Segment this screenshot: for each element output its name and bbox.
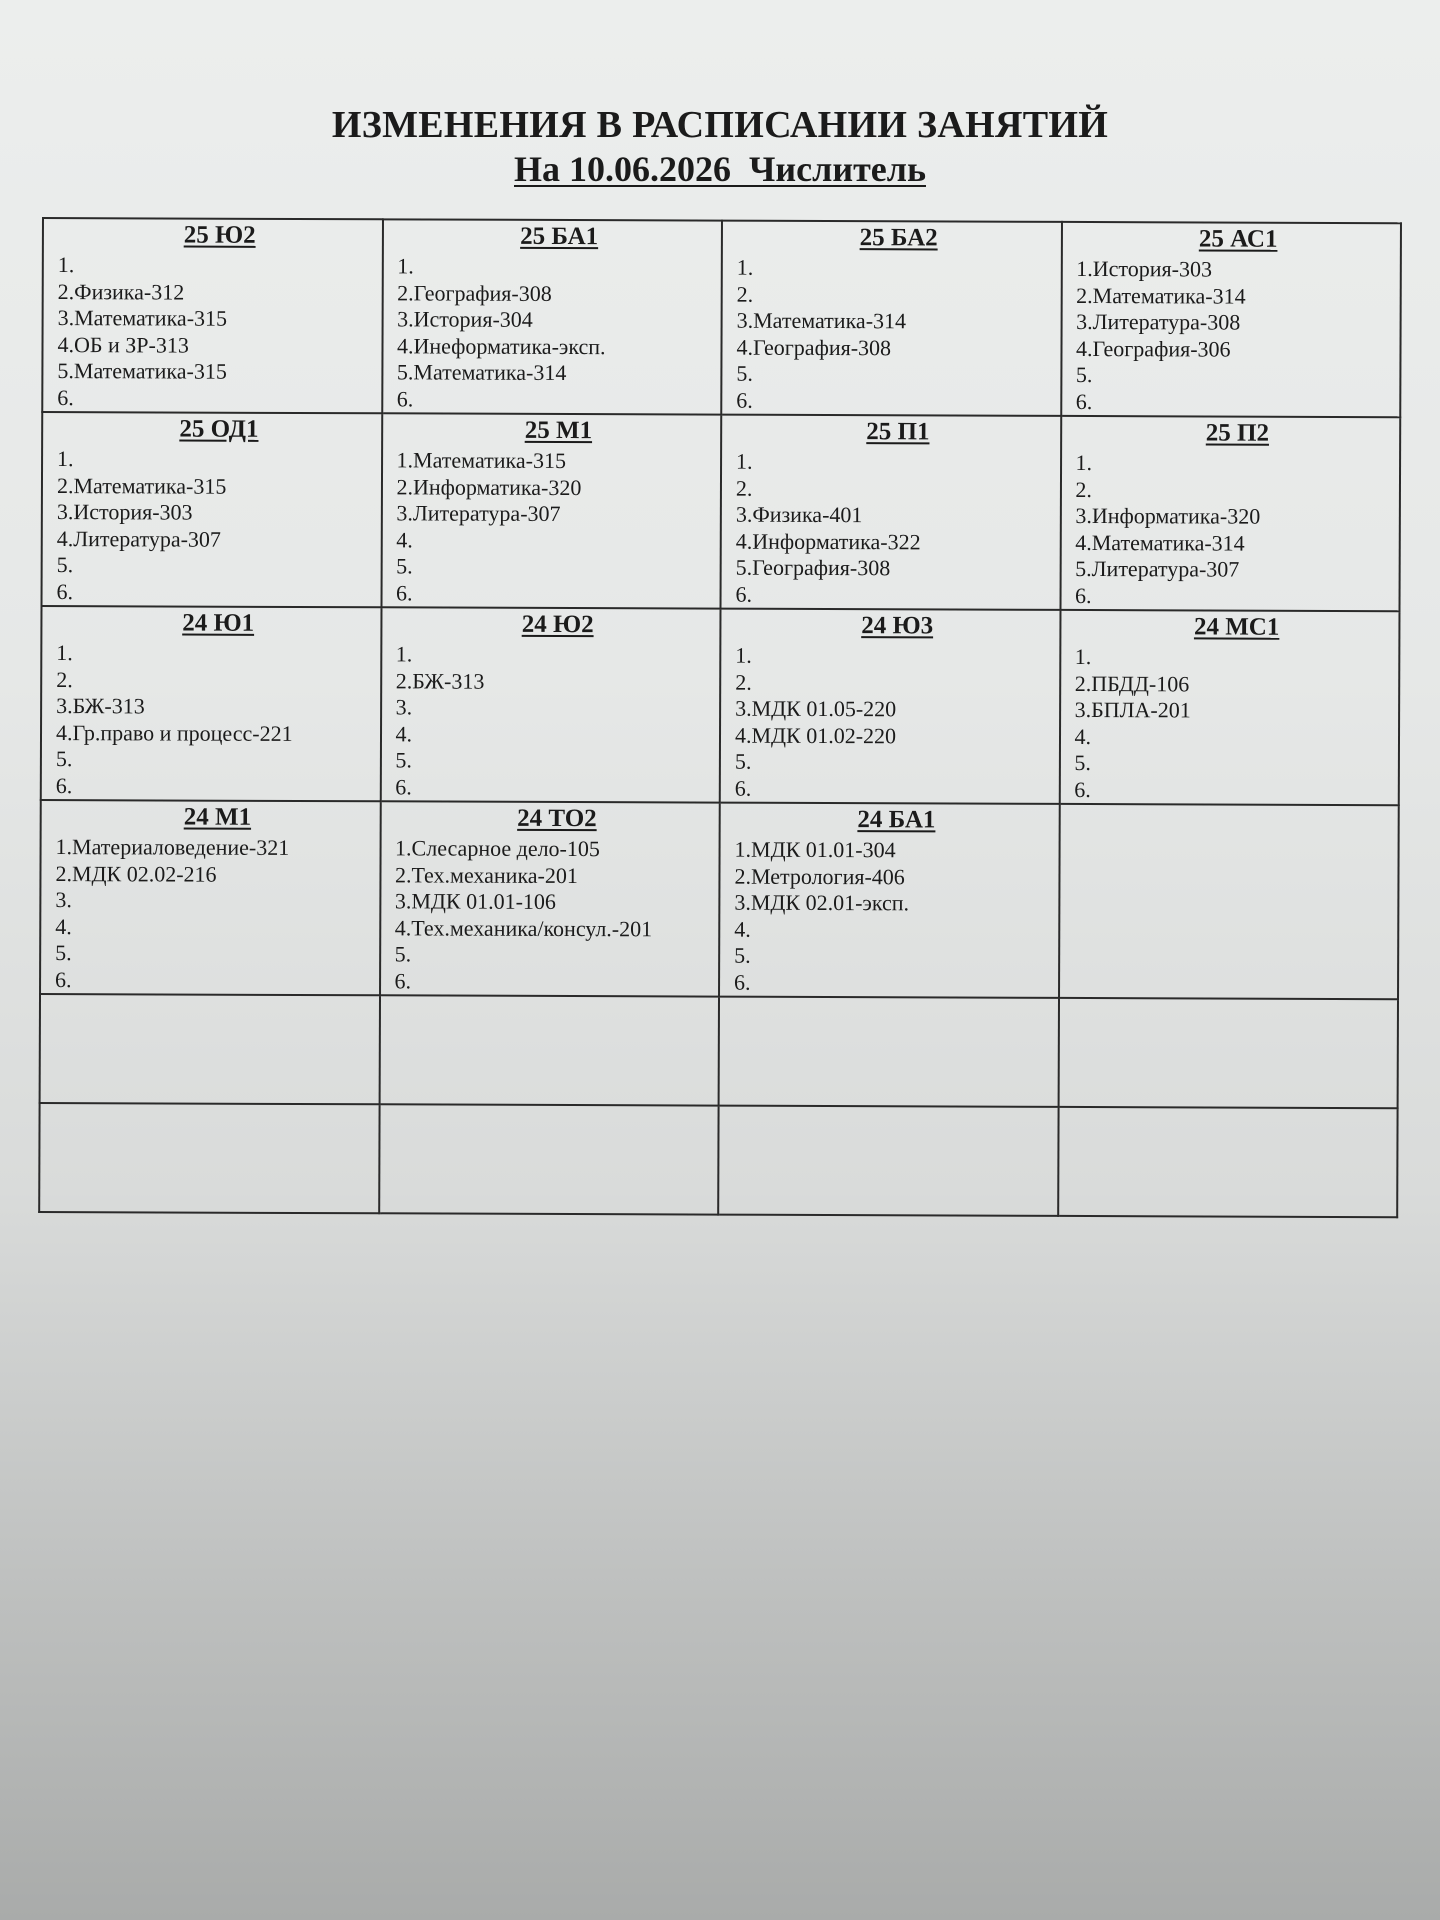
lesson-item: 4.Литература-307 <box>56 525 222 552</box>
empty-cell <box>1058 998 1398 1108</box>
group-cell <box>721 221 1061 416</box>
lesson-item: 3.Информатика-320 <box>1075 502 1261 529</box>
group-name: 24 Ю1 <box>182 609 255 637</box>
lesson-item: 6. <box>395 773 412 799</box>
page-title: ИЗМЕНЕНИЯ В РАСПИСАНИИ ЗАНЯТИЙ <box>331 104 1109 146</box>
lesson-item: 1.История-303 <box>1076 255 1213 282</box>
group-cell <box>42 218 382 413</box>
lesson-item: 5. <box>734 942 751 968</box>
lesson-item: 5. <box>736 360 753 386</box>
lesson-item: 5. <box>55 940 72 966</box>
group-name: 25 Ю2 <box>183 221 256 249</box>
empty-cell <box>379 1104 719 1214</box>
lesson-item: 3.МДК 01.05-220 <box>735 695 897 722</box>
lesson-item: 3.История-303 <box>56 499 193 525</box>
group-cell <box>382 219 722 414</box>
lesson-list <box>397 253 721 413</box>
lesson-item: 1. <box>397 253 414 279</box>
lesson-item: 4.Информатика-322 <box>735 528 921 554</box>
group-cell <box>1061 222 1401 417</box>
lesson-item: 2.Метрология-406 <box>734 863 905 889</box>
lesson-item: 2.Тех.механика-201 <box>394 861 578 888</box>
lesson-item: 3.МДК 02.01-эксп. <box>734 889 910 916</box>
lesson-list <box>395 835 719 995</box>
lesson-item: 6. <box>394 967 412 993</box>
lesson-item: 3.Литература-307 <box>396 500 561 526</box>
group-name: 24 ТО2 <box>517 804 597 833</box>
lesson-item: 5.Математика-314 <box>396 359 567 386</box>
group-name: 24 МС1 <box>1193 613 1280 641</box>
lesson-item: 4.Инеформатика-эксп. <box>396 332 606 359</box>
group-cell <box>1060 416 1400 611</box>
schedule-row <box>42 412 1401 611</box>
lesson-item: 1. <box>736 448 753 474</box>
group-name: 24 Ю2 <box>521 610 594 639</box>
lesson-item: 5.Литература-307 <box>1075 555 1240 582</box>
group-name: 25 М1 <box>524 416 593 445</box>
lesson-item: 4. <box>396 526 413 552</box>
lesson-item: 6. <box>1075 388 1093 414</box>
group-name: 24 М1 <box>183 803 252 831</box>
lesson-item: 3.БПЛА-201 <box>1074 696 1191 723</box>
lesson-list <box>395 641 719 801</box>
lesson-list <box>1074 644 1398 804</box>
group-cell <box>40 800 380 995</box>
schedule-body <box>39 218 1401 1217</box>
lesson-item: 1. <box>395 641 413 667</box>
lesson-list <box>736 255 1060 415</box>
empty-row <box>40 994 1398 1108</box>
group-name: 25 П1 <box>866 418 930 446</box>
lesson-item: 4. <box>1074 723 1092 749</box>
lesson-list <box>55 834 379 994</box>
lesson-item: 6. <box>56 578 74 604</box>
lesson-item: 1.Слесарное дело-105 <box>395 835 600 862</box>
lesson-list <box>736 449 1060 609</box>
lesson-list <box>396 447 720 607</box>
lesson-item: 1.МДК 01.01-304 <box>734 836 896 863</box>
lesson-item: 6. <box>57 384 74 410</box>
lesson-item: 5.Математика-315 <box>57 358 227 384</box>
group-cell <box>1059 610 1399 805</box>
lesson-item: 4. <box>55 913 72 939</box>
lesson-item: 1. <box>736 254 754 280</box>
lesson-item: 1.Математика-315 <box>396 447 567 474</box>
lesson-item: 5. <box>1074 749 1091 776</box>
lesson-item: 1.Материаловедение-321 <box>55 834 290 860</box>
lesson-item: 6. <box>1075 582 1092 608</box>
group-cell <box>380 801 720 996</box>
lesson-item: 2. <box>735 669 752 695</box>
group-name: 25 АС1 <box>1198 225 1278 253</box>
empty-cell <box>718 1106 1058 1216</box>
lesson-item: 1. <box>1074 643 1092 670</box>
lesson-item: 6. <box>1074 776 1091 802</box>
lesson-item: 2. <box>56 666 73 692</box>
schedule-row <box>42 218 1401 417</box>
schedule-table <box>38 217 1402 1218</box>
group-cell <box>721 415 1061 610</box>
empty-cell <box>719 997 1059 1107</box>
lesson-item: 4.ОБ и ЗР-313 <box>57 331 189 358</box>
lesson-item: 6. <box>55 966 72 992</box>
lesson-item: 4. <box>734 916 751 942</box>
lesson-list <box>1075 450 1399 610</box>
lesson-item: 5. <box>734 748 752 774</box>
group-name: 24 Ю3 <box>861 612 934 640</box>
lesson-list <box>57 446 381 606</box>
lesson-item: 1. <box>735 642 752 668</box>
lesson-item: 4.Тех.механика/консул.-201 <box>394 914 653 941</box>
lesson-list <box>57 252 381 412</box>
group-cell <box>719 803 1059 998</box>
lesson-item: 5.География-308 <box>735 554 891 581</box>
lesson-item: 6. <box>735 581 753 607</box>
lesson-item: 5. <box>394 941 412 967</box>
lesson-item: 2.Математика-314 <box>1076 282 1246 309</box>
empty-cell <box>40 994 380 1104</box>
lesson-item: 2.Информатика-320 <box>396 473 582 500</box>
lesson-item: 4.География-306 <box>1075 335 1231 362</box>
lesson-item: 2.МДК 02.02-216 <box>55 860 217 887</box>
group-name: 25 БА1 <box>520 222 599 251</box>
lesson-item: 3.История-304 <box>397 306 533 332</box>
lesson-item: 6. <box>396 385 414 411</box>
group-name: 25 ОД1 <box>179 415 259 443</box>
lesson-item: 2. <box>735 475 753 501</box>
group-name: 24 БА1 <box>857 806 936 834</box>
lesson-item: 6. <box>734 775 752 801</box>
lesson-item: 4.Гр.право и процесс-221 <box>55 719 293 746</box>
lesson-item: 5. <box>396 553 413 579</box>
lesson-item: 3.Физика-401 <box>735 501 863 528</box>
empty-cell <box>39 1103 379 1213</box>
group-cell <box>41 606 381 801</box>
lesson-list <box>735 643 1059 803</box>
page-subtitle: На 10.06.2026 Числитель <box>514 149 926 189</box>
lesson-item: 6. <box>736 387 753 413</box>
lesson-list <box>1076 256 1400 416</box>
lesson-list <box>56 640 380 800</box>
lesson-item: 2. <box>736 281 754 307</box>
lesson-item: 5. <box>395 747 412 773</box>
lesson-item: 1. <box>57 252 75 278</box>
lesson-item: 1. <box>56 640 73 666</box>
lesson-item: 3.Математика-314 <box>736 307 907 334</box>
lesson-item: 3.МДК 01.01-106 <box>394 888 557 914</box>
schedule-row <box>40 800 1399 999</box>
lesson-item: 1. <box>57 446 74 472</box>
empty-cell <box>379 995 719 1105</box>
lesson-item: 3.Математика-315 <box>57 305 228 331</box>
group-name: 25 П2 <box>1205 419 1270 447</box>
empty-row <box>39 1103 1397 1217</box>
lesson-item: 6. <box>734 969 751 995</box>
group-cell <box>42 412 382 607</box>
lesson-item: 5. <box>1075 361 1093 388</box>
lesson-item: 4.География-308 <box>736 334 892 360</box>
lesson-item: 2.Физика-312 <box>57 278 185 305</box>
lesson-item: 2.Математика-315 <box>56 472 227 499</box>
schedule-row <box>41 606 1400 805</box>
lesson-item: 4.Математика-314 <box>1075 529 1245 556</box>
lesson-item: 6. <box>396 579 413 605</box>
lesson-item: 3.Литература-308 <box>1076 308 1241 335</box>
lesson-item: 4.МДК 01.02-220 <box>734 722 897 748</box>
lesson-list <box>734 837 1058 997</box>
group-cell <box>380 607 720 802</box>
lesson-item: 1. <box>1075 449 1093 476</box>
lesson-item: 3. <box>55 887 72 913</box>
group-name: 25 БА2 <box>859 224 938 252</box>
group-cell <box>720 609 1060 804</box>
lesson-item: 2.ПБДД-106 <box>1074 670 1190 696</box>
lesson-item: 2.БЖ-313 <box>395 667 485 694</box>
lesson-item: 5. <box>56 552 74 578</box>
lesson-item: 5. <box>55 746 73 772</box>
lesson-item: 2.География-308 <box>397 279 552 306</box>
lesson-item: 3.БЖ-313 <box>56 693 145 719</box>
empty-cell <box>1058 1107 1398 1217</box>
lesson-item: 2. <box>1075 476 1093 502</box>
lesson-item: 3. <box>395 694 413 720</box>
group-cell <box>1059 804 1399 999</box>
group-cell <box>381 413 721 608</box>
lesson-item: 6. <box>55 772 73 798</box>
lesson-item: 4. <box>395 720 413 746</box>
